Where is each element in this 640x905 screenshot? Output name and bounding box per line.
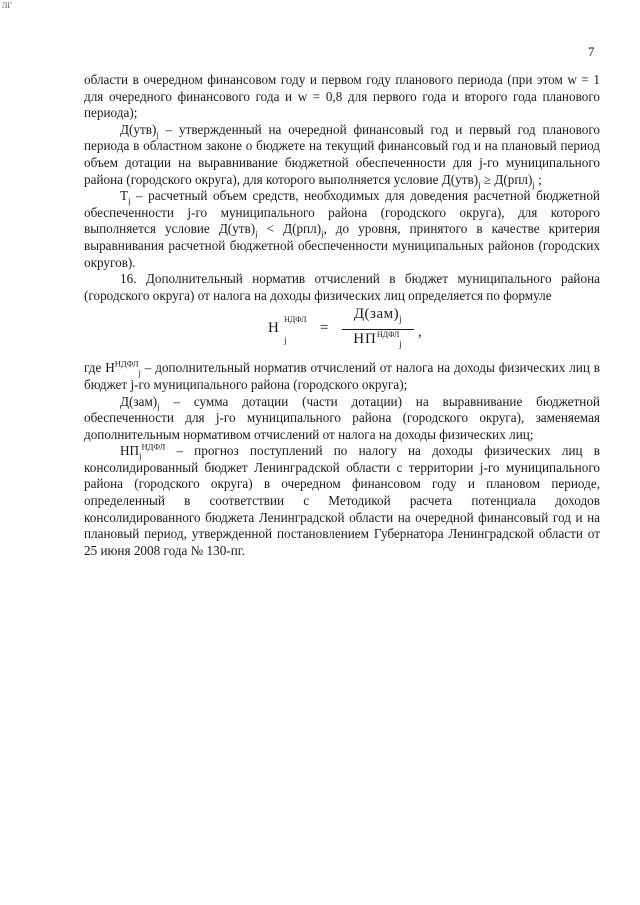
condition-operator: < [257,221,284,237]
subscript: j [255,228,258,239]
formula-superscript: НДФЛ [284,315,307,325]
formula-subscript: j [284,335,288,346]
term: Д(зам) [120,393,158,409]
subscript: j [156,129,159,140]
corner-mark: ЛГ [2,1,13,10]
definition-text: – расчетный объем средств, необходимых для доведения расчетной бюджетной обеспеченности j-го муниципального района (городского округа), для которого выполняется условие [84,188,600,237]
condition-term: Д(рпл) [283,221,322,237]
condition-term: Д(утв) [441,171,479,187]
definition-text: – прогноз поступлений по налогу на доходы физических лиц в консолидированный бюджет Ленинградской области с территории j-го муниципального района (городского округа) в очередном финансовом году и плановом периоде, определенный в соответствии с Методикой расчета потенциала доходов консолидированного бюджета Ленинградской области на очередной финансовый год и на плановый период, утвержденной постановлением Губернатора Ленинградской области от 25 июня 2008 года № 130-пг. [84,443,600,558]
definition-end: , до уровня, принятого в качестве критерия выравнивания расчетной бюджетной обеспеченности муниципальных районов (городских округов). [84,221,600,270]
page-number: 7 [588,44,595,59]
subscript: j [321,228,324,239]
formula-equals: = [320,320,329,337]
paragraph-d-zam-definition [84,394,600,444]
definition-text: – дополнительный норматив отчислений от налога на доходы физических лиц в бюджет j-го муниципального района (городского округа); [84,360,601,392]
subscript: j [478,179,481,190]
formula-comma: , [418,324,422,341]
paragraph-continuation: области в очередном финансовом году и первом году планового периода (при этом w = 1 для очередного финансового года и w = 0,8 для первого года и второго года планового периода); [84,72,600,121]
condition-term: Д(рпл) [494,171,533,187]
formula-numerator: $Д(зам)_j$ [353,306,403,325]
subscript: j [138,367,141,378]
term: Д(утв) [120,121,157,137]
formula-lhs: H НДФЛ j [268,320,280,337]
term: где H [84,360,115,376]
subscript: j [157,401,160,412]
formula-fraction [342,306,414,353]
formula [84,306,600,356]
definition-text: – утвержденный на очередной финансовый год и первый год планового периода в областном законе о бюджете на текущий финансовый год и на плановый период объем дотации на выравнивание бюджетной обеспеченности для j-го муниципального района (городского округа), для которого выполняется условие [84,121,600,187]
term: НП [120,443,140,459]
superscript: НДФЛ [141,441,166,452]
paragraph-section-16: 16. Дополнительный норматив отчислений в бюджет муниципального района (городского округа) от налога на доходы физических лиц определяется по формуле [84,271,600,303]
condition-term: Д(утв) [218,221,256,237]
formula-denominator: $НП^{НДФЛ}_j$ [353,330,403,350]
paragraph-t-definition [84,188,600,271]
subscript: j [139,450,142,461]
definition-end: ; [534,171,542,187]
paragraph-np-definition [84,443,600,559]
condition-operator: ≥ [480,171,495,187]
term: T [120,188,129,204]
document-body [84,72,600,559]
subscript: j [128,195,131,206]
paragraph-d-utv-definition [84,122,600,188]
subscript: j [532,179,535,190]
superscript: НДФЛ [114,358,139,369]
paragraph-h-definition [84,360,600,393]
definition-text: – сумма дотации (части дотации) на выравнивание бюджетной обеспеченности для j-го муниципального района (городского округа), заменяемая дополнительным нормативом отчислений от налога на доходы физических лиц; [84,393,600,442]
